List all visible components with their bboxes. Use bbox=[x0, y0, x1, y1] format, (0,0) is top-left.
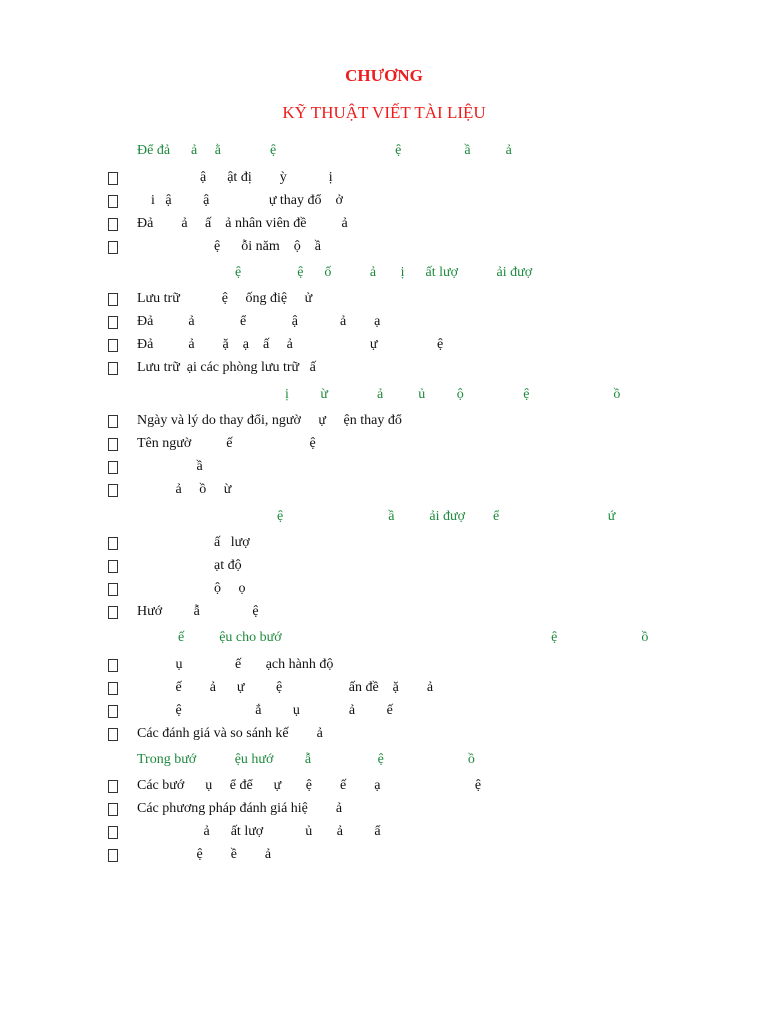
list-item-text: Lưu trữ ại các phòng lưu trữ ấ bbox=[137, 360, 316, 375]
chapter-subtitle: KỸ THUẬT VIẾT TÀI LIỆU bbox=[282, 103, 486, 122]
list-item-text: i ậ ậ ự thay đổ ở bbox=[137, 193, 343, 208]
list-item-text: ạt độ bbox=[137, 558, 242, 573]
list-item-text: Các phương pháp đánh giá hiệ ả bbox=[137, 801, 343, 816]
bullet-box-icon bbox=[108, 484, 118, 497]
list-item bbox=[0, 412, 768, 432]
list-item bbox=[0, 481, 768, 501]
list-item bbox=[0, 435, 768, 455]
list-item-text: ệ ắ ụ ả ế bbox=[137, 703, 393, 718]
bullet-box-icon bbox=[108, 172, 118, 185]
bullet-box-icon bbox=[108, 537, 118, 550]
list-item-text: ả ồ ừ bbox=[137, 482, 232, 497]
bullet-box-icon bbox=[108, 293, 118, 306]
list-item bbox=[0, 846, 768, 866]
bullet-box-icon bbox=[108, 316, 118, 329]
list-item-text: ậ ật đị ỳ ị bbox=[137, 170, 333, 185]
list-item-text: Đả ả ấ ả nhân viên đề ả bbox=[137, 216, 348, 231]
list-item bbox=[0, 534, 768, 554]
list-item-text: ệ ề ả bbox=[137, 847, 272, 862]
list-item bbox=[0, 777, 768, 797]
list-item-text: ệ ỗi năm ộ ầ bbox=[137, 239, 321, 254]
list-item bbox=[0, 313, 768, 333]
list-item bbox=[0, 238, 768, 258]
bullet-box-icon bbox=[108, 826, 118, 839]
list-item-text: Tên ngườ ế ệ bbox=[137, 436, 316, 451]
list-item bbox=[0, 458, 768, 478]
list-item bbox=[0, 800, 768, 820]
list-item bbox=[0, 215, 768, 235]
list-item bbox=[0, 823, 768, 843]
list-item bbox=[0, 359, 768, 379]
list-item-text: ế ả ự ệ ấn đề ặ ả bbox=[137, 680, 434, 695]
bullet-box-icon bbox=[108, 682, 118, 695]
bullet-box-icon bbox=[108, 705, 118, 718]
section-heading: Để đả ả ằ ệ ệ ầ ả bbox=[137, 143, 512, 158]
section-heading: Trong bướ ệu hướ ẫ ệ ồ bbox=[137, 752, 475, 767]
list-item bbox=[0, 290, 768, 310]
section-heading: ệ ệ ố ả ị ất lượ ải đượ bbox=[235, 265, 533, 280]
list-item-text: Đả ả ể ậ ả ạ bbox=[137, 314, 381, 329]
list-item-text: ầ bbox=[137, 459, 203, 474]
bullet-box-icon bbox=[108, 803, 118, 816]
bullet-box-icon bbox=[108, 461, 118, 474]
bullet-box-icon bbox=[108, 362, 118, 375]
bullet-box-icon bbox=[108, 728, 118, 741]
list-item bbox=[0, 725, 768, 745]
bullet-box-icon bbox=[108, 659, 118, 672]
list-item-text: Các đánh giá và so sánh kế ả bbox=[137, 726, 323, 741]
list-item-text: Ngày và lý do thay đổi, ngườ ự ện thay đổ bbox=[137, 413, 402, 428]
bullet-box-icon bbox=[108, 195, 118, 208]
list-item bbox=[0, 336, 768, 356]
list-item bbox=[0, 702, 768, 722]
list-item-text: ộ ọ bbox=[137, 581, 246, 596]
list-item bbox=[0, 603, 768, 623]
list-item-text: Các bướ ụ ể để ự ệ ế ạ ệ bbox=[137, 778, 482, 793]
list-item-text: ấ lượ bbox=[137, 535, 250, 550]
bullet-box-icon bbox=[108, 606, 118, 619]
section-heading: ế ệu cho bướ ệ ồ bbox=[178, 630, 649, 645]
bullet-box-icon bbox=[108, 415, 118, 428]
bullet-box-icon bbox=[108, 780, 118, 793]
bullet-box-icon bbox=[108, 241, 118, 254]
bullet-box-icon bbox=[108, 218, 118, 231]
bullet-box-icon bbox=[108, 438, 118, 451]
list-item-text: ả ất lượ ủ ả ẩ bbox=[137, 824, 381, 839]
list-item bbox=[0, 580, 768, 600]
list-item-text: ụ ế ạch hành độ bbox=[137, 657, 334, 672]
section-heading: ị ừ ả ủ ộ ệ ồ bbox=[285, 387, 621, 402]
bullet-box-icon bbox=[108, 339, 118, 352]
bullet-box-icon bbox=[108, 560, 118, 573]
list-item bbox=[0, 656, 768, 676]
list-item bbox=[0, 679, 768, 699]
bullet-box-icon bbox=[108, 849, 118, 862]
list-item bbox=[0, 557, 768, 577]
bullet-box-icon bbox=[108, 583, 118, 596]
chapter-title: CHƯƠNG bbox=[345, 66, 423, 85]
list-item bbox=[0, 192, 768, 212]
list-item-text: Hướ ẫ ệ bbox=[137, 604, 259, 619]
list-item bbox=[0, 169, 768, 189]
section-heading: ệ ầ ải đượ ể ứ bbox=[277, 509, 616, 524]
list-item-text: Lưu trữ ệ ống điệ ử bbox=[137, 291, 313, 306]
list-item-text: Đả ả ặ ạ ấ ả ự ệ bbox=[137, 337, 444, 352]
